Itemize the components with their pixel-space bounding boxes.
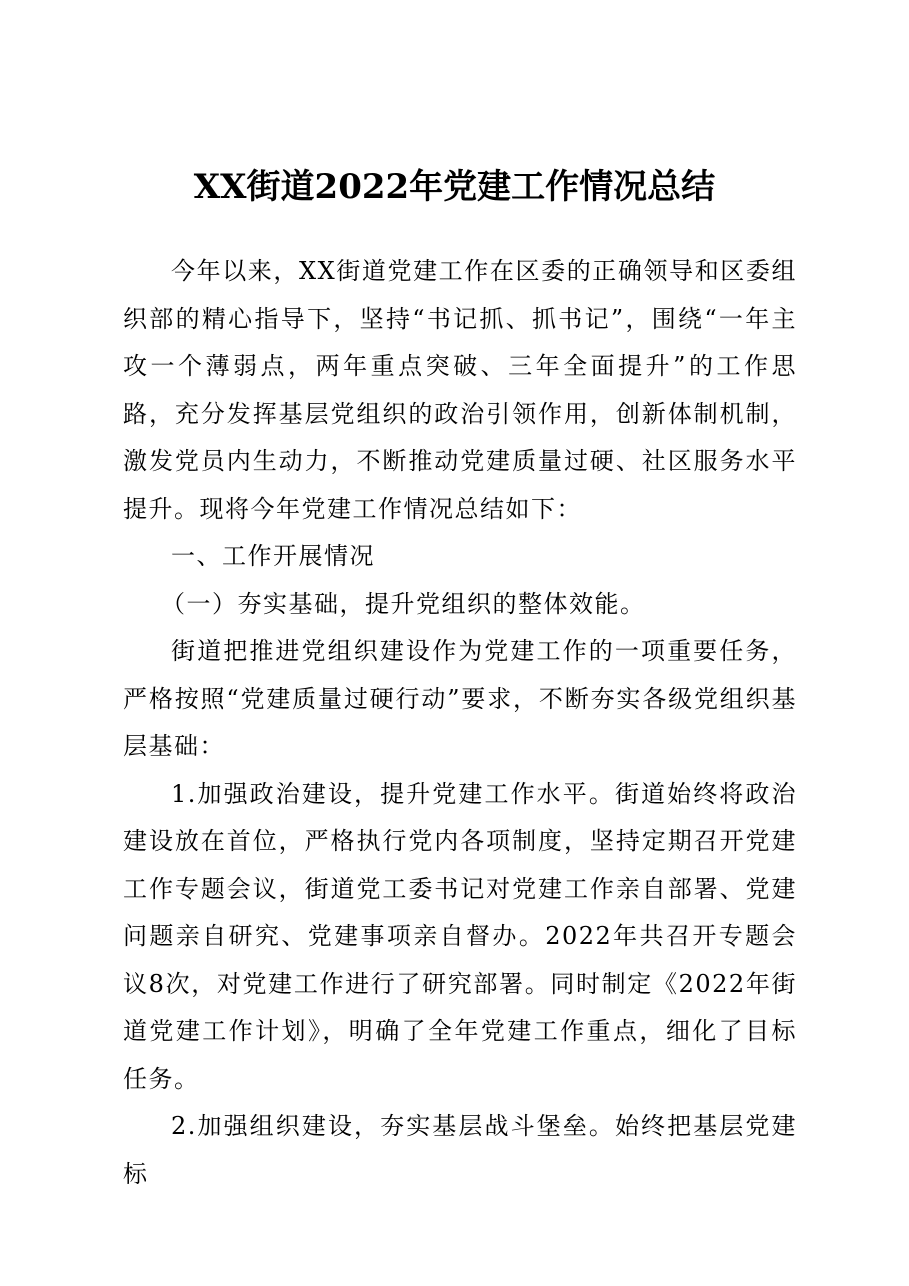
paragraph-intro: 今年以来，XX街道党建工作在区委的正确领导和区委组织部的精心指导下，坚持“书记抓、抓书记”，围绕“一年主攻一个薄弱点，两年重点突破、三年全面提升”的工作思路，充分发挥基层党组织的政治引领作用，创新体制机制，激发党员内生动力，不断推动党建质量过硬、社区服务水平提升。现将今年党建工作情况总结如下： [123,257,797,523]
document-title: XX街道2022年党建工作情况总结 [193,167,716,207]
paragraph-organization: 街道把推进党组织建设作为党建工作的一项重要任务，严格按照“党建质量过硬行动”要求，不断夯实各级党组织基层基础： [123,637,797,760]
subsection-heading-1: （一）夯实基础，提升党组织的整体效能。 [161,589,646,618]
paragraph-political-building: 1.加强政治建设，提升党建工作水平。街道始终将政治建设放在首位，严格执行党内各项制度，坚持定期召开党建工作专题会议，街道党工委书记对党建工作亲自部署、党建问题亲自研究、党建事项亲自督办。2022年共召开专题会议8次，对党建工作进行了研究部署。同时制定《2022年街道党建工作计划》，明确了全年党建工作重点，细化了目标任务。 [123,779,797,1093]
paragraph-organization-building: 2.加强组织建设，夯实基层战斗堡垒。始终把基层党建标 [123,1112,797,1188]
document-body [123,248,797,1198]
section-heading-1: 一、工作开展情况 [171,542,375,570]
